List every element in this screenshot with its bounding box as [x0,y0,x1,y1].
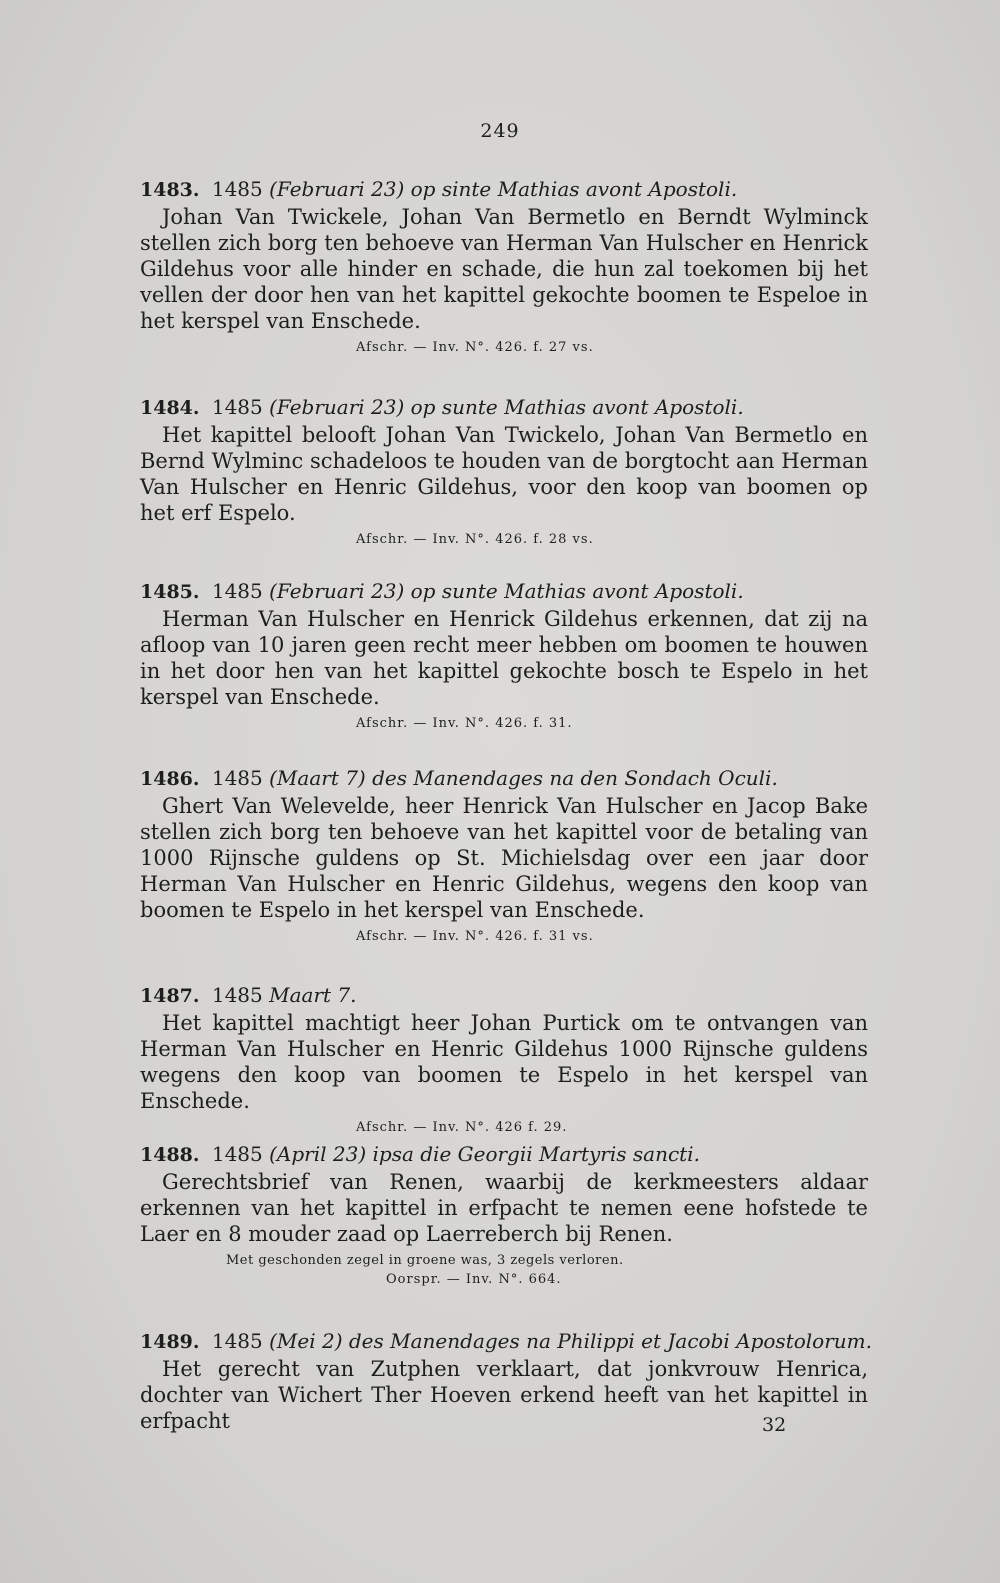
entry-heading [140,175,868,204]
entry-number: 1486. [140,768,200,790]
entry-year: 1485 [211,766,263,790]
entry-heading [140,981,868,1010]
entry-heading [140,393,868,422]
entry-body: Ghert Van Welevelde, heer Henrick Van Hulscher en Jacop Bake stellen zich borg ten behoeve van het kapittel voor de betaling van 1000 Rijnsche guldens op St. Michielsdag over een jaar door Herman Van Hulscher en Henric Gildehus, wegens den koop van boomen te Espelo in het kerspel van Enschede. [140,794,868,922]
entry-number: 1485. [140,581,200,603]
entry-1489 [140,1327,872,1434]
entry-year: 1485 [211,1329,263,1353]
entry-body: Het gerecht van Zutphen verklaart, dat jonkvrouw Henrica, dochter van Wichert Ther Hoeven erkend heeft van het kapittel in erfpacht [140,1357,868,1433]
entry-heading [140,577,868,606]
entry-note: Met geschonden zegel in groene was, 3 zegels verloren. [226,1253,624,1268]
signature-mark: 32 [762,1414,787,1436]
entry-number: 1487. [140,985,200,1007]
entry-1486 [140,764,868,944]
entry-date: (April 23) ipsa die Georgii Martyris sancti. [269,1142,700,1166]
entry-number: 1488. [140,1144,200,1166]
entry-source: Afschr. — Inv. N°. 426. f. 28 vs. [356,532,594,547]
entry-date: (Maart 7) des Manendages na den Sondach Oculi. [269,766,778,790]
entry-year: 1485 [211,1142,263,1166]
entry-date: (Februari 23) op sunte Mathias avont Apostoli. [269,579,744,603]
entry-date: (Mei 2) des Manendages na Philippi et Jacobi Apostolorum. [269,1329,872,1353]
entry-1485 [140,577,868,731]
entry-1488 [140,1140,868,1287]
entry-year: 1485 [211,395,263,419]
entry-number: 1483. [140,179,200,201]
page-number: 249 [480,120,520,142]
entry-body: Het kapittel belooft Johan Van Twickelo, Johan Van Bermetlo en Bernd Wylminc schadeloos te houden van de borgtocht aan Herman Van Hulscher en Henric Gildehus, voor den koop van boomen op het erf Espelo. [140,423,868,525]
entry-year: 1485 [211,177,263,201]
entry-number: 1489. [140,1331,200,1353]
entry-year: 1485 [211,579,263,603]
entry-heading [140,1140,868,1169]
entry-body: Het kapittel machtigt heer Johan Purtick om te ontvangen van Herman Van Hulscher en Henric Gildehus 1000 Rijnsche guldens wegens den koop van boomen te Espelo in het kerspel van Enschede. [140,1011,868,1113]
entry-body: Gerechtsbrief van Renen, waarbij de kerkmeesters aldaar erkennen van het kapittel in erfpacht te nemen eene hofstede te Laer en 8 mouder zaad op Laerreberch bij Renen. [140,1170,868,1246]
entry-heading [140,1327,872,1356]
entry-1487 [140,981,868,1135]
entry-body: Herman Van Hulscher en Henrick Gildehus erkennen, dat zij na afloop van 10 jaren geen recht meer hebben om boomen te houwen in het door hen van het kapittel gekochte bosch te Espelo in het kerspel van Enschede. [140,607,868,709]
entry-body: Johan Van Twickele, Johan Van Bermetlo en Berndt Wylminck stellen zich borg ten behoeve van Herman Van Hulscher en Henrick Gildehus voor alle hinder en schade, die hun zal toekomen bij het vellen der door hen van het kapittel gekochte boomen te Espeloe in het kerspel van Enschede. [140,205,868,333]
entry-date: (Februari 23) op sinte Mathias avont Apostoli. [269,177,738,201]
entry-source: Afschr. — Inv. N°. 426. f. 31. [356,716,573,731]
entry-source: Afschr. — Inv. N°. 426. f. 31 vs. [356,929,594,944]
entry-number: 1484. [140,397,200,419]
entry-source: Afschr. — Inv. N°. 426. f. 27 vs. [356,340,594,355]
entry-heading [140,764,868,793]
entry-year: 1485 [211,983,263,1007]
entry-1483 [140,175,868,355]
entry-1484 [140,393,868,547]
entry-source: Afschr. — Inv. N°. 426 f. 29. [356,1120,568,1135]
entry-date: Maart 7. [269,983,357,1007]
entry-source: Oorspr. — Inv. N°. 664. [386,1272,562,1287]
entry-date: (Februari 23) op sunte Mathias avont Apostoli. [269,395,744,419]
